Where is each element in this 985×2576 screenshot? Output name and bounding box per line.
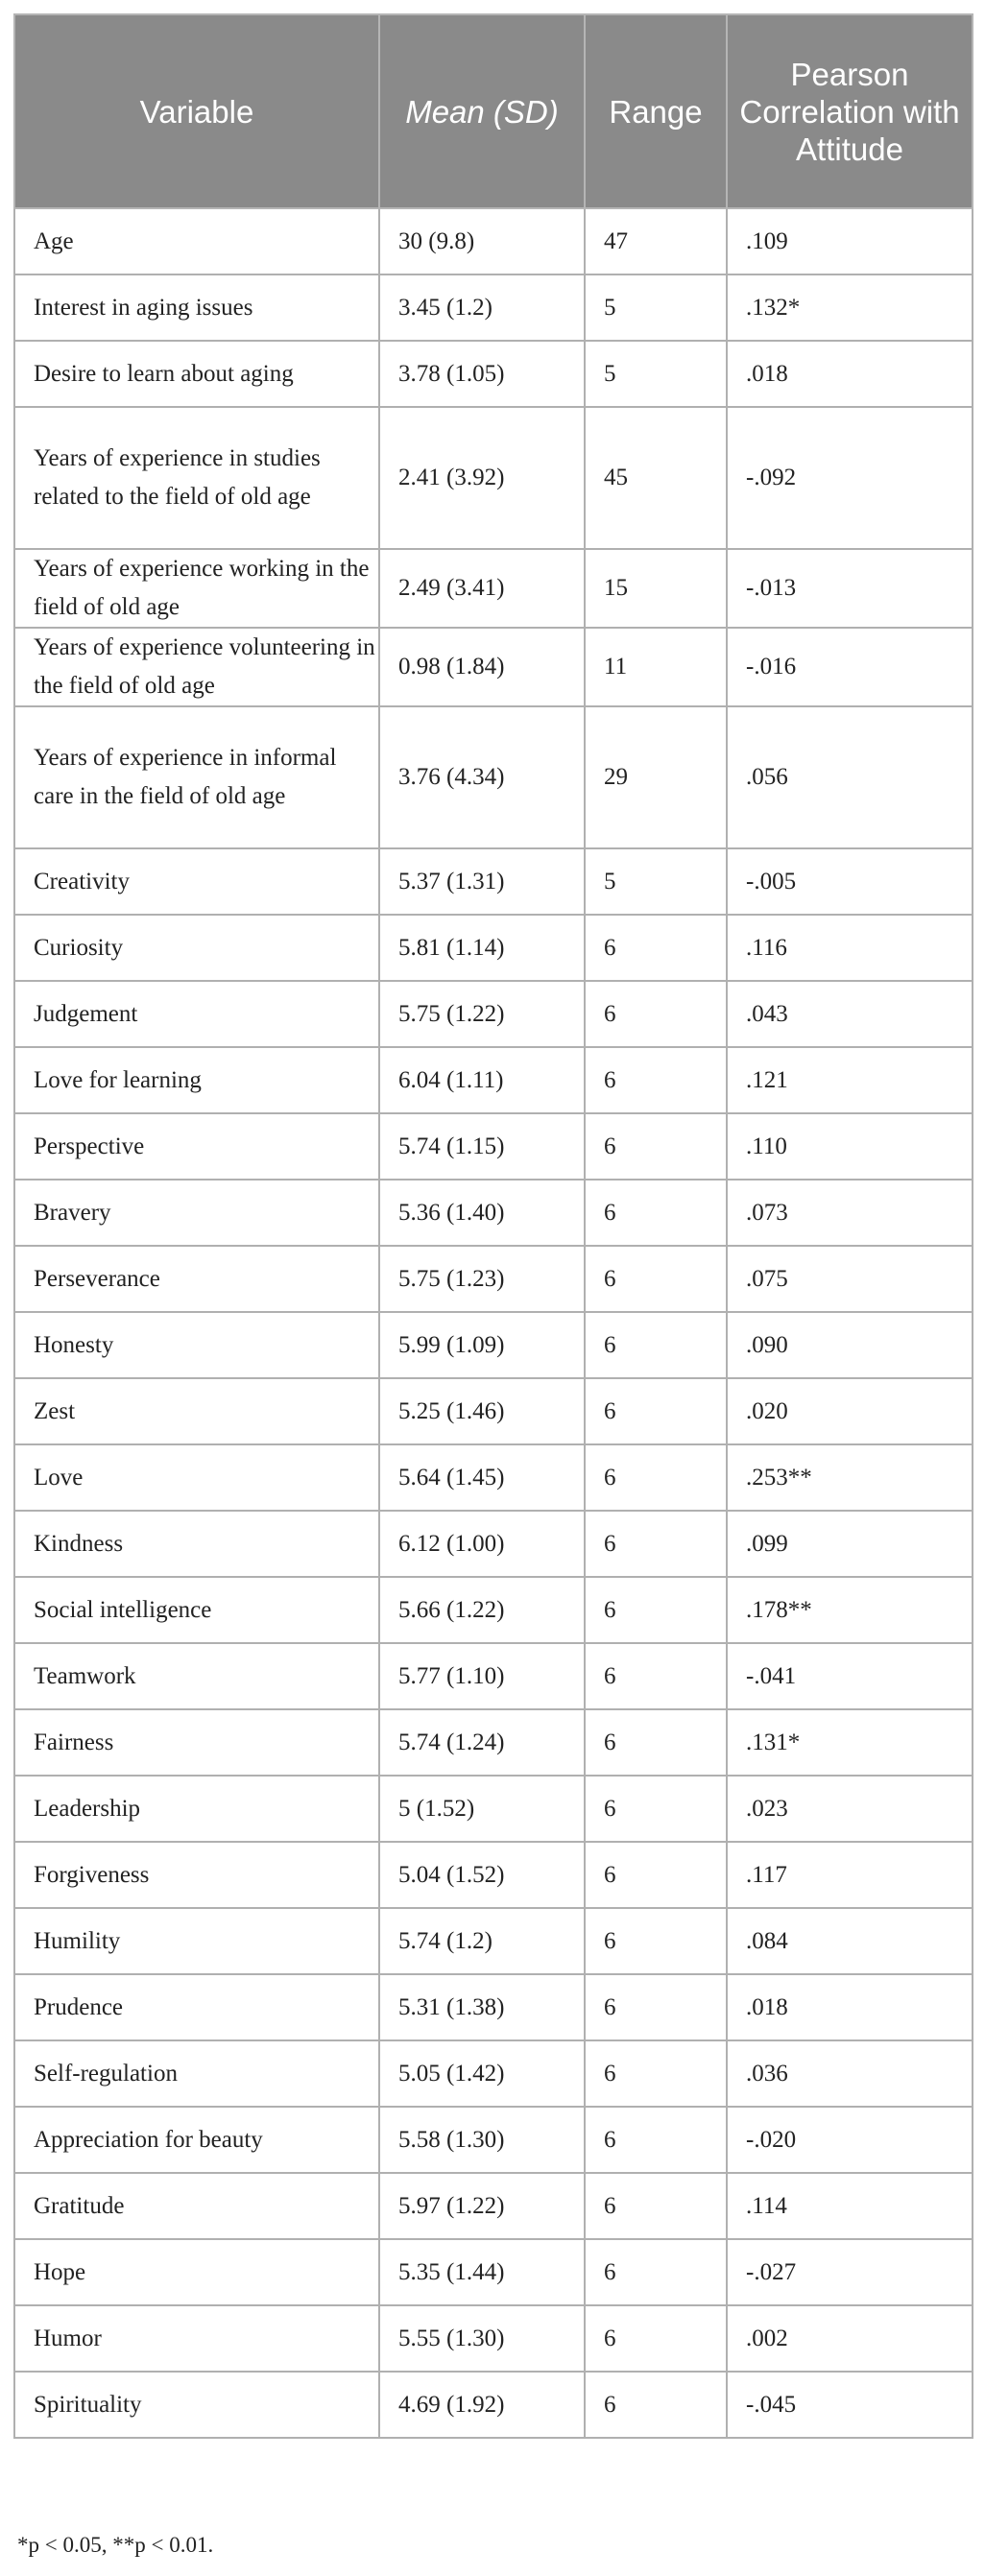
cell-variable: Love — [14, 1444, 379, 1511]
cell-variable: Kindness — [14, 1511, 379, 1577]
cell-range: 6 — [585, 2040, 727, 2107]
descriptive-statistics-table — [13, 13, 973, 2439]
cell-mean-sd: 2.41 (3.92) — [379, 407, 585, 549]
cell-mean-sd: 6.04 (1.11) — [379, 1047, 585, 1113]
table-row — [14, 1047, 973, 1113]
cell-correlation: -.045 — [727, 2372, 973, 2438]
cell-range: 6 — [585, 1378, 727, 1444]
table-row — [14, 2372, 973, 2438]
cell-variable: Years of experience in informal care in the field of old age — [14, 706, 379, 848]
cell-range: 6 — [585, 1776, 727, 1842]
cell-range: 6 — [585, 2239, 727, 2305]
cell-correlation: .110 — [727, 1113, 973, 1180]
cell-variable: Interest in aging issues — [14, 274, 379, 341]
cell-mean-sd: 5.66 (1.22) — [379, 1577, 585, 1643]
cell-range: 6 — [585, 1180, 727, 1246]
table-row — [14, 208, 973, 274]
cell-variable: Love for learning — [14, 1047, 379, 1113]
cell-correlation: -.020 — [727, 2107, 973, 2173]
cell-variable: Creativity — [14, 848, 379, 915]
cell-mean-sd: 5.64 (1.45) — [379, 1444, 585, 1511]
table-row — [14, 1709, 973, 1776]
table-row — [14, 1246, 973, 1312]
cell-variable: Desire to learn about aging — [14, 341, 379, 407]
cell-range: 6 — [585, 1842, 727, 1908]
cell-variable: Teamwork — [14, 1643, 379, 1709]
cell-range: 11 — [585, 628, 727, 706]
cell-mean-sd: 5.37 (1.31) — [379, 848, 585, 915]
cell-variable: Humor — [14, 2305, 379, 2372]
cell-correlation: -.027 — [727, 2239, 973, 2305]
table-row — [14, 981, 973, 1047]
cell-range: 6 — [585, 1643, 727, 1709]
cell-correlation: .020 — [727, 1378, 973, 1444]
cell-range: 6 — [585, 981, 727, 1047]
cell-range: 5 — [585, 274, 727, 341]
cell-range: 6 — [585, 1444, 727, 1511]
cell-variable: Honesty — [14, 1312, 379, 1378]
table-header — [14, 14, 973, 208]
cell-range: 47 — [585, 208, 727, 274]
cell-range: 6 — [585, 1974, 727, 2040]
cell-range: 5 — [585, 848, 727, 915]
cell-correlation: .036 — [727, 2040, 973, 2107]
cell-variable: Leadership — [14, 1776, 379, 1842]
cell-mean-sd: 3.76 (4.34) — [379, 706, 585, 848]
cell-range: 6 — [585, 2305, 727, 2372]
table-row — [14, 1113, 973, 1180]
cell-variable: Self-regulation — [14, 2040, 379, 2107]
cell-correlation: .116 — [727, 915, 973, 981]
table-row — [14, 706, 973, 848]
header-variable: Variable — [14, 14, 379, 208]
cell-range: 6 — [585, 1113, 727, 1180]
cell-variable: Perspective — [14, 1113, 379, 1180]
cell-correlation: .023 — [727, 1776, 973, 1842]
cell-mean-sd: 5.74 (1.2) — [379, 1908, 585, 1974]
table-row — [14, 628, 973, 706]
cell-correlation: .084 — [727, 1908, 973, 1974]
cell-variable: Curiosity — [14, 915, 379, 981]
cell-range: 6 — [585, 1511, 727, 1577]
cell-variable: Appreciation for beauty — [14, 2107, 379, 2173]
cell-variable: Zest — [14, 1378, 379, 1444]
cell-range: 6 — [585, 1047, 727, 1113]
cell-correlation: .131* — [727, 1709, 973, 1776]
cell-range: 6 — [585, 1312, 727, 1378]
cell-correlation: .090 — [727, 1312, 973, 1378]
table-row — [14, 2107, 973, 2173]
cell-variable: Bravery — [14, 1180, 379, 1246]
header-range: Range — [585, 14, 727, 208]
cell-correlation: .132* — [727, 274, 973, 341]
cell-mean-sd: 5.97 (1.22) — [379, 2173, 585, 2239]
cell-correlation: .002 — [727, 2305, 973, 2372]
data-table-container — [13, 13, 972, 2439]
table-body — [14, 208, 973, 2438]
cell-mean-sd: 2.49 (3.41) — [379, 549, 585, 628]
table-row — [14, 2305, 973, 2372]
cell-variable: Perseverance — [14, 1246, 379, 1312]
table-row — [14, 1378, 973, 1444]
cell-mean-sd: 3.78 (1.05) — [379, 341, 585, 407]
cell-variable: Hope — [14, 2239, 379, 2305]
cell-variable: Spirituality — [14, 2372, 379, 2438]
cell-mean-sd: 30 (9.8) — [379, 208, 585, 274]
cell-mean-sd: 5 (1.52) — [379, 1776, 585, 1842]
cell-mean-sd: 6.12 (1.00) — [379, 1511, 585, 1577]
cell-correlation: -.092 — [727, 407, 973, 549]
table-row — [14, 407, 973, 549]
cell-correlation: -.041 — [727, 1643, 973, 1709]
cell-mean-sd: 5.74 (1.24) — [379, 1709, 585, 1776]
table-row — [14, 274, 973, 341]
cell-correlation: -.005 — [727, 848, 973, 915]
cell-correlation: .253** — [727, 1444, 973, 1511]
cell-correlation: .043 — [727, 981, 973, 1047]
cell-correlation: .018 — [727, 341, 973, 407]
table-row — [14, 341, 973, 407]
cell-correlation: .099 — [727, 1511, 973, 1577]
cell-mean-sd: 5.55 (1.30) — [379, 2305, 585, 2372]
cell-mean-sd: 0.98 (1.84) — [379, 628, 585, 706]
cell-mean-sd: 5.74 (1.15) — [379, 1113, 585, 1180]
cell-mean-sd: 3.45 (1.2) — [379, 274, 585, 341]
cell-correlation: .018 — [727, 1974, 973, 2040]
table-row — [14, 1312, 973, 1378]
table-row — [14, 549, 973, 628]
cell-mean-sd: 5.77 (1.10) — [379, 1643, 585, 1709]
cell-correlation: .109 — [727, 208, 973, 274]
cell-correlation: .056 — [727, 706, 973, 848]
cell-range: 29 — [585, 706, 727, 848]
header-row — [14, 14, 973, 208]
table-row — [14, 2173, 973, 2239]
cell-variable: Humility — [14, 1908, 379, 1974]
cell-range: 6 — [585, 1577, 727, 1643]
cell-mean-sd: 5.05 (1.42) — [379, 2040, 585, 2107]
cell-variable: Prudence — [14, 1974, 379, 2040]
table-row — [14, 1842, 973, 1908]
cell-variable: Gratitude — [14, 2173, 379, 2239]
cell-range: 45 — [585, 407, 727, 549]
cell-mean-sd: 5.75 (1.22) — [379, 981, 585, 1047]
cell-range: 6 — [585, 1709, 727, 1776]
header-pearson-correlation: Pearson Correlation with Attitude — [727, 14, 973, 208]
cell-range: 5 — [585, 341, 727, 407]
cell-variable: Years of experience volunteering in the field of old age — [14, 628, 379, 706]
cell-variable: Social intelligence — [14, 1577, 379, 1643]
cell-correlation: .117 — [727, 1842, 973, 1908]
cell-variable: Years of experience working in the field of old age — [14, 549, 379, 628]
table-row — [14, 2239, 973, 2305]
cell-correlation: .121 — [727, 1047, 973, 1113]
table-row — [14, 1577, 973, 1643]
cell-range: 6 — [585, 2173, 727, 2239]
cell-range: 6 — [585, 1246, 727, 1312]
cell-variable: Fairness — [14, 1709, 379, 1776]
table-row — [14, 2040, 973, 2107]
cell-mean-sd: 5.81 (1.14) — [379, 915, 585, 981]
cell-mean-sd: 5.99 (1.09) — [379, 1312, 585, 1378]
cell-mean-sd: 5.25 (1.46) — [379, 1378, 585, 1444]
header-mean-sd: Mean (SD) — [379, 14, 585, 208]
cell-correlation: .073 — [727, 1180, 973, 1246]
table-row — [14, 848, 973, 915]
cell-correlation: .178** — [727, 1577, 973, 1643]
cell-mean-sd: 4.69 (1.92) — [379, 2372, 585, 2438]
cell-variable: Years of experience in studies related to the field of old age — [14, 407, 379, 549]
cell-correlation: .114 — [727, 2173, 973, 2239]
cell-range: 6 — [585, 2372, 727, 2438]
cell-mean-sd: 5.35 (1.44) — [379, 2239, 585, 2305]
cell-mean-sd: 5.36 (1.40) — [379, 1180, 585, 1246]
cell-range: 15 — [585, 549, 727, 628]
table-footnote: *p < 0.05, **p < 0.01. — [17, 2533, 214, 2557]
table-row — [14, 1643, 973, 1709]
cell-mean-sd: 5.31 (1.38) — [379, 1974, 585, 2040]
cell-correlation: -.013 — [727, 549, 973, 628]
table-row — [14, 1974, 973, 2040]
table-row — [14, 1776, 973, 1842]
table-row — [14, 1180, 973, 1246]
cell-variable: Forgiveness — [14, 1842, 379, 1908]
cell-range: 6 — [585, 2107, 727, 2173]
cell-mean-sd: 5.04 (1.52) — [379, 1842, 585, 1908]
cell-variable: Age — [14, 208, 379, 274]
cell-correlation: .075 — [727, 1246, 973, 1312]
cell-correlation: -.016 — [727, 628, 973, 706]
cell-mean-sd: 5.58 (1.30) — [379, 2107, 585, 2173]
table-row — [14, 1444, 973, 1511]
cell-variable: Judgement — [14, 981, 379, 1047]
cell-mean-sd: 5.75 (1.23) — [379, 1246, 585, 1312]
cell-range: 6 — [585, 915, 727, 981]
table-row — [14, 1511, 973, 1577]
table-row — [14, 915, 973, 981]
table-row — [14, 1908, 973, 1974]
cell-range: 6 — [585, 1908, 727, 1974]
